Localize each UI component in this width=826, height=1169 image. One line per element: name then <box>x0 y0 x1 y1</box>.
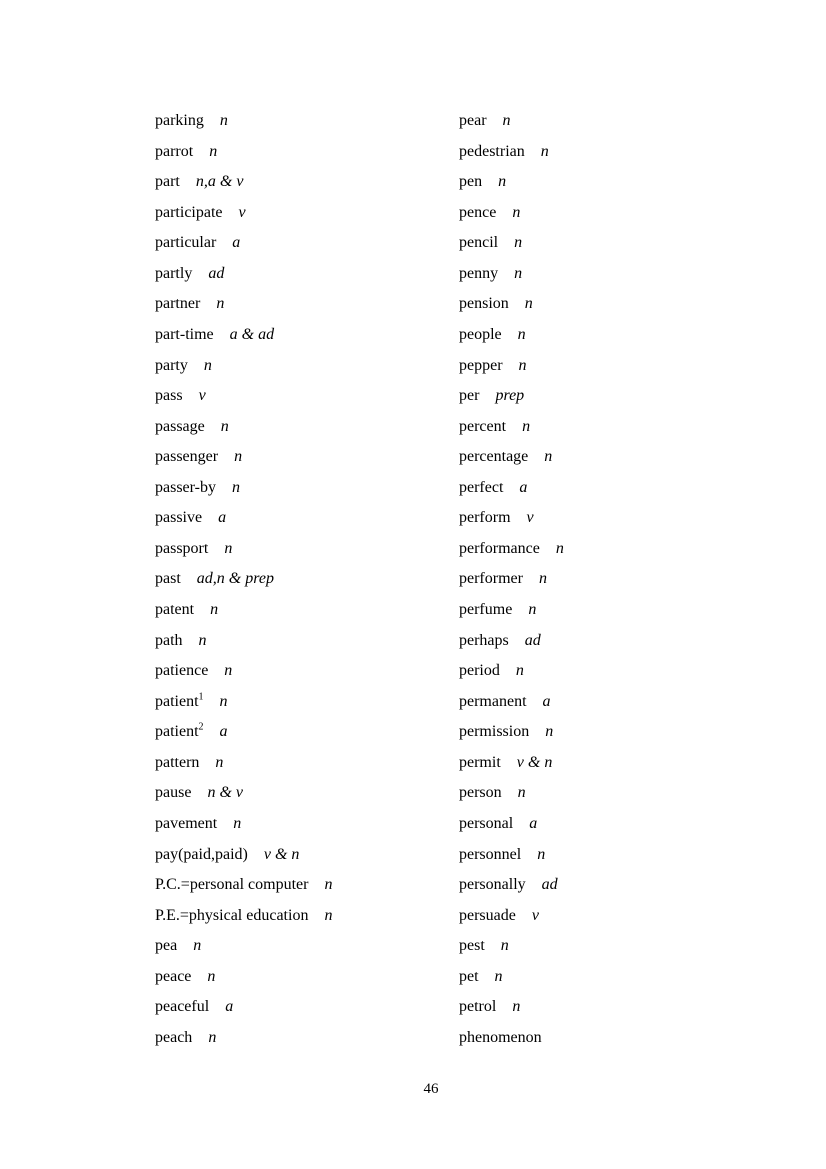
word-entry <box>155 748 332 779</box>
word-entry <box>459 901 564 932</box>
word-entry <box>155 381 332 412</box>
entry-word: pedestrian <box>459 142 525 160</box>
entry-pos: a <box>225 998 234 1016</box>
word-entry <box>459 137 564 168</box>
entry-word: patient <box>155 723 199 741</box>
entry-word: party <box>155 356 188 374</box>
entry-pos: n <box>215 753 224 771</box>
entry-word: per <box>459 387 480 405</box>
entry-pos: n <box>224 539 233 557</box>
entry-pos: n <box>219 692 228 710</box>
entry-pos: n <box>324 906 333 924</box>
entry-pos: n <box>498 173 507 191</box>
entry-pos: n <box>537 845 546 863</box>
entry-word: pest <box>459 937 485 955</box>
entry-word: personal <box>459 814 514 832</box>
entry-word: P.E.=physical education <box>155 906 309 924</box>
word-entry <box>459 167 564 198</box>
entry-word: passage <box>155 417 205 435</box>
word-entry <box>155 840 332 871</box>
entry-pos: a <box>232 234 241 252</box>
word-entry <box>155 626 332 657</box>
entry-pos: v <box>531 906 539 924</box>
entry-pos: n <box>522 417 531 435</box>
word-entry <box>459 840 564 871</box>
entry-pos: n <box>518 356 527 374</box>
entry-word: pepper <box>459 356 503 374</box>
entry-pos: n <box>545 723 554 741</box>
entry-pos: ad,n & prep <box>196 570 274 588</box>
word-entry <box>459 809 564 840</box>
word-entry <box>155 1023 332 1054</box>
entry-pos: n <box>515 662 524 680</box>
word-entry <box>459 259 564 290</box>
word-entry <box>155 962 332 993</box>
entry-word: pass <box>155 387 183 405</box>
entry-word: path <box>155 631 183 649</box>
word-entry <box>155 442 332 473</box>
word-entry <box>155 534 332 565</box>
word-entry <box>459 198 564 229</box>
entry-pos: n <box>207 967 216 985</box>
word-entry <box>155 198 332 229</box>
word-entry <box>459 534 564 565</box>
entry-pos: n <box>233 814 242 832</box>
word-entry <box>459 442 564 473</box>
entry-pos: n <box>224 662 233 680</box>
entry-word: partner <box>155 295 201 313</box>
entry-pos: a <box>218 509 227 527</box>
word-entry <box>155 167 332 198</box>
entry-pos: v <box>238 203 246 221</box>
entry-word: patent <box>155 601 195 618</box>
entry-pos: v <box>526 509 534 527</box>
entry-word: penny <box>459 264 499 282</box>
entry-pos: n <box>502 112 511 129</box>
word-entry <box>459 992 564 1023</box>
entry-word: permanent <box>459 692 527 710</box>
entry-word: pavement <box>155 814 218 832</box>
entry-pos: n <box>512 998 521 1016</box>
entry-pos: a <box>519 478 528 496</box>
entry-word: passenger <box>155 448 219 466</box>
entry-word: percent <box>459 417 507 435</box>
entry-word: peach <box>155 1028 193 1046</box>
word-entry <box>155 809 332 840</box>
entry-pos: a & ad <box>229 325 275 343</box>
word-entry <box>459 748 564 779</box>
entry-word: pause <box>155 784 192 802</box>
entry-pos: n <box>512 203 521 221</box>
word-entry <box>155 137 332 168</box>
word-entry <box>459 564 564 595</box>
word-entry <box>459 687 564 718</box>
word-entry <box>155 656 332 687</box>
entry-word: part-time <box>155 325 214 343</box>
entry-pos: n <box>538 570 547 588</box>
entry-word: pear <box>459 112 487 129</box>
vocabulary-column-left <box>155 106 332 1053</box>
entry-pos: n <box>555 539 564 557</box>
word-entry <box>155 503 332 534</box>
entry-word: performer <box>459 570 523 588</box>
word-entry <box>459 656 564 687</box>
entry-word: passport <box>155 539 209 557</box>
entry-pos: n <box>514 234 523 252</box>
entry-pos: n <box>494 967 503 985</box>
entry-pos: n <box>544 448 553 466</box>
word-entry <box>155 259 332 290</box>
entry-word: period <box>459 662 500 680</box>
entry-pos: n <box>514 264 523 282</box>
word-entry <box>459 381 564 412</box>
entry-pos: n <box>517 784 526 802</box>
entry-word: peaceful <box>155 998 210 1016</box>
entry-word: pet <box>459 967 479 985</box>
word-entry <box>155 870 332 901</box>
entry-word: part <box>155 173 180 191</box>
entry-word: particular <box>155 234 217 252</box>
entry-word: permission <box>459 723 530 741</box>
entry-word: P.C.=personal computer <box>155 876 309 894</box>
entry-word: perfect <box>459 478 504 496</box>
entry-pos: n <box>193 937 202 955</box>
entry-word: perform <box>459 509 511 527</box>
word-entry <box>155 289 332 320</box>
word-entry <box>155 778 332 809</box>
entry-pos: n <box>540 142 549 160</box>
entry-pos: n <box>220 417 229 435</box>
word-entry <box>459 503 564 534</box>
entry-word: people <box>459 325 502 343</box>
entry-word: pence <box>459 203 497 221</box>
word-entry <box>155 473 332 504</box>
entry-word: participate <box>155 203 223 221</box>
entry-pos: n <box>517 325 526 343</box>
entry-word: person <box>459 784 502 802</box>
entry-word: patient <box>155 692 199 710</box>
entry-pos: n <box>234 448 243 466</box>
word-entry <box>155 564 332 595</box>
entry-pos: v & n <box>516 753 553 771</box>
word-entry <box>459 931 564 962</box>
entry-pos: v <box>198 387 206 405</box>
entry-pos: n <box>528 601 537 618</box>
entry-pos: a <box>219 723 228 741</box>
entry-word: pension <box>459 295 509 313</box>
word-entry <box>459 870 564 901</box>
word-entry <box>155 106 332 137</box>
entry-word: parking <box>155 112 204 129</box>
word-entry <box>155 901 332 932</box>
word-entry <box>459 351 564 382</box>
entry-pos: n <box>210 601 219 618</box>
entry-word: performance <box>459 539 540 557</box>
word-entry <box>459 106 564 137</box>
entry-pos: n <box>216 295 225 313</box>
word-entry <box>155 351 332 382</box>
entry-pos: ad <box>208 264 225 282</box>
word-entry <box>459 228 564 259</box>
entry-pos: n <box>208 1028 217 1046</box>
word-entry <box>155 412 332 443</box>
entry-word: parrot <box>155 142 194 160</box>
word-entry <box>459 595 564 626</box>
entry-superscript: 1 <box>198 691 204 703</box>
entry-word: partly <box>155 264 193 282</box>
word-entry <box>459 473 564 504</box>
entry-word: passive <box>155 509 203 527</box>
entry-word: pattern <box>155 753 200 771</box>
word-entry <box>155 595 332 626</box>
word-entry <box>155 320 332 351</box>
word-entry <box>459 320 564 351</box>
entry-word: phenomenon <box>459 1028 542 1046</box>
word-entry <box>155 228 332 259</box>
entry-pos: n <box>198 631 207 649</box>
word-entry <box>155 717 332 748</box>
word-entry <box>459 626 564 657</box>
word-entry <box>459 412 564 443</box>
entry-word: patience <box>155 662 209 680</box>
entry-pos: v & n <box>263 845 300 863</box>
word-entry <box>155 931 332 962</box>
entry-pos: ad <box>541 876 558 894</box>
entry-word: peace <box>155 967 192 985</box>
entry-pos: prep <box>495 387 525 405</box>
page-number: 46 <box>423 1081 439 1097</box>
entry-pos: n <box>500 937 509 955</box>
word-entry <box>155 687 332 718</box>
word-entry <box>155 992 332 1023</box>
entry-word: past <box>155 570 181 588</box>
entry-word: pen <box>459 173 483 191</box>
entry-word: personally <box>459 876 526 894</box>
entry-pos: n,a & v <box>195 173 244 191</box>
entry-word: pea <box>155 937 178 955</box>
word-entry <box>459 1023 564 1054</box>
entry-pos: n <box>324 876 333 894</box>
entry-word: perfume <box>459 601 513 618</box>
entry-pos: n <box>219 112 228 129</box>
entry-word: personnel <box>459 845 522 863</box>
entry-word: persuade <box>459 906 516 924</box>
entry-pos: a <box>542 692 551 710</box>
entry-word: petrol <box>459 998 497 1016</box>
entry-word: passer-by <box>155 478 216 496</box>
entry-pos: n <box>203 356 212 374</box>
entry-word: percentage <box>459 448 529 466</box>
entry-pos: n <box>209 142 218 160</box>
entry-pos: a <box>529 814 538 832</box>
entry-pos: n <box>232 478 240 496</box>
entry-word: pencil <box>459 234 499 252</box>
entry-word: pay(paid,paid) <box>155 845 248 863</box>
entry-pos: n <box>524 295 533 313</box>
entry-superscript: 2 <box>198 721 204 733</box>
entry-pos: ad <box>524 631 541 649</box>
entry-pos: n & v <box>207 784 243 802</box>
word-entry <box>459 717 564 748</box>
word-entry <box>459 289 564 320</box>
vocabulary-column-right <box>459 106 564 1053</box>
word-entry <box>459 962 564 993</box>
entry-word: perhaps <box>459 631 509 649</box>
word-entry <box>459 778 564 809</box>
entry-word: permit <box>459 753 501 771</box>
